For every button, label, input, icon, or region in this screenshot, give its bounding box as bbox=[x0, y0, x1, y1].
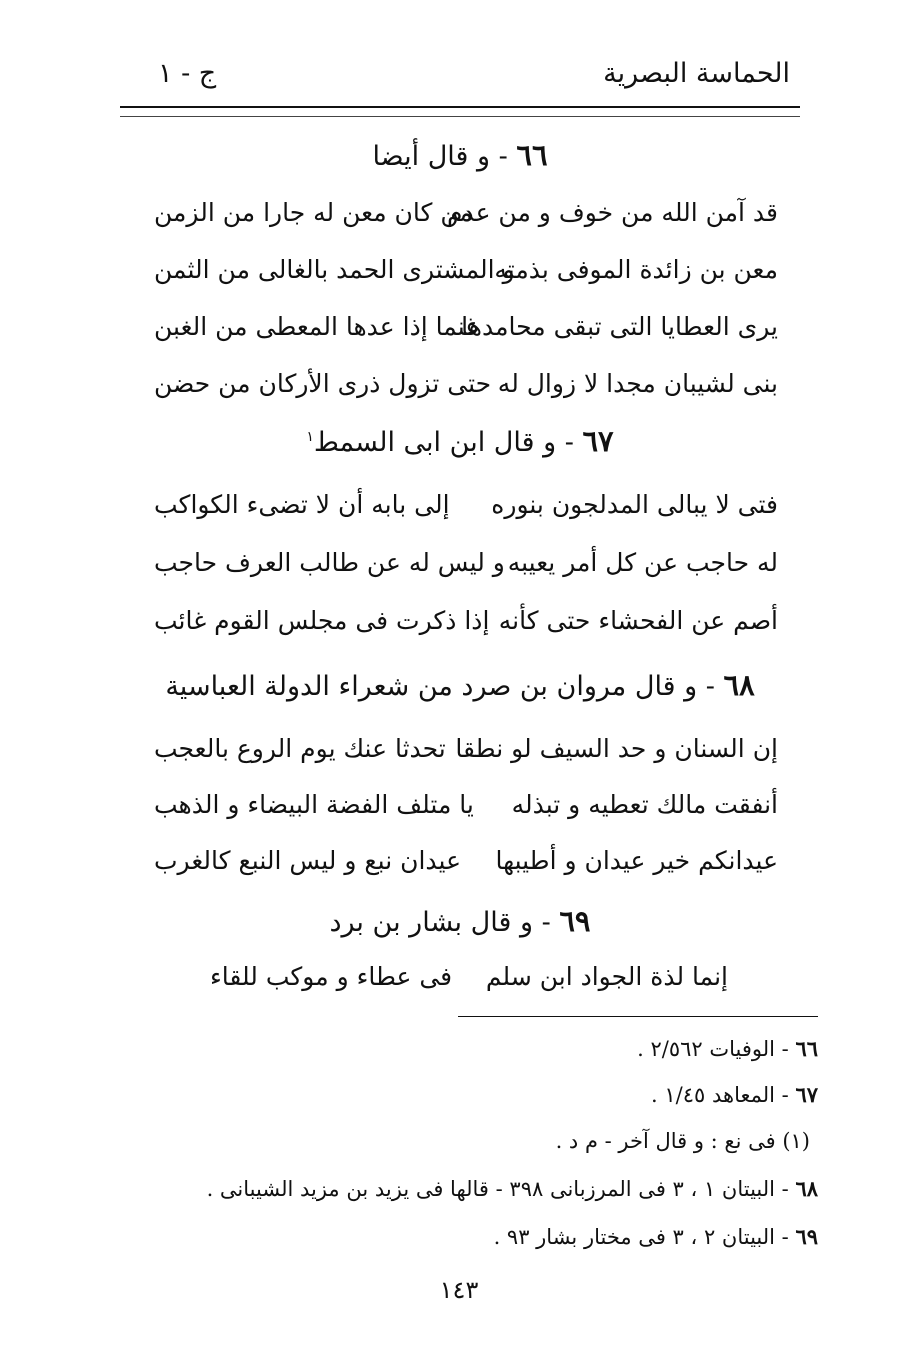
verse-second-hemistich: عيدان نبع و ليس النبع كالغرب bbox=[154, 846, 462, 875]
footnote-66 bbox=[637, 1036, 818, 1061]
verse-67-3 bbox=[140, 606, 800, 650]
footnote-mark: ١ bbox=[306, 429, 314, 445]
poem-title: - و قال مروان بن صرد من شعراء الدولة العباسية bbox=[165, 671, 715, 702]
verse-second-hemistich: من كان معن له جارا من الزمن bbox=[154, 198, 473, 227]
poem-title: - و قال أيضا bbox=[372, 141, 508, 172]
verse-second-hemistich: غنما إذا عدها المعطى من الغبن bbox=[154, 312, 479, 341]
verse-second-hemistich: و ليس له عن طالب العرف حاجب bbox=[154, 548, 505, 577]
running-header-title: الحماسة البصرية bbox=[603, 58, 790, 89]
verse-second-hemistich: يا متلف الفضة البيضاء و الذهب bbox=[154, 790, 474, 819]
verse-first-hemistich: فتى لا يبالى المدلجون بنوره bbox=[491, 490, 778, 519]
poem-heading-67 bbox=[140, 424, 780, 458]
verse-67-1 bbox=[140, 490, 800, 534]
verse-first-hemistich: إن السنان و حد السيف لو نطقا bbox=[455, 734, 778, 763]
verse-first-hemistich: أصم عن الفحشاء حتى كأنه bbox=[498, 606, 778, 635]
verse-66-4 bbox=[140, 369, 800, 413]
header-rule-thick bbox=[120, 106, 800, 108]
footnote-text: - البيتان ٢ ، ٣ فى مختار بشار ٩٣ . bbox=[493, 1225, 789, 1249]
footnote-69 bbox=[494, 1224, 818, 1249]
poem-title: - و قال ابن ابى السمط bbox=[313, 427, 574, 458]
verse-69-1 bbox=[140, 962, 800, 1006]
verse-second-hemistich: حتى تزول ذرى الأركان من حضن bbox=[154, 369, 492, 398]
header-rule-thin bbox=[120, 116, 800, 117]
verse-second-hemistich: فى عطاء و موكب للقاء bbox=[210, 962, 453, 991]
page-number: ١٤٣ bbox=[439, 1276, 479, 1304]
verse-66-3 bbox=[140, 312, 800, 356]
verse-second-hemistich: إذا ذكرت فى مجلس القوم غائب bbox=[154, 606, 490, 635]
poem-heading-66 bbox=[140, 138, 780, 172]
verse-second-hemistich: إلى بابه أن لا تضىء الكواكب bbox=[154, 490, 450, 519]
footnote-67-note bbox=[556, 1128, 810, 1153]
footnote-67 bbox=[651, 1082, 818, 1107]
verse-68-1 bbox=[140, 734, 800, 778]
footnote-text: - الوفيات ٢/٥٦٢ . bbox=[637, 1037, 789, 1061]
footnote-68 bbox=[207, 1176, 818, 1201]
footnote-label: ٦٦ bbox=[795, 1036, 818, 1061]
verse-first-hemistich: قد آمن الله من خوف و من عدم bbox=[446, 198, 778, 227]
footnote-label: ٦٩ bbox=[795, 1224, 818, 1249]
poem-number: ٦٨ bbox=[723, 668, 755, 702]
footnote-label: ٦٧ bbox=[795, 1082, 818, 1107]
footnote-label: ٦٨ bbox=[795, 1176, 818, 1201]
verse-second-hemistich: و المشترى الحمد بالغالى من الثمن bbox=[154, 255, 515, 284]
verse-68-3 bbox=[140, 846, 800, 890]
poem-number: ٦٩ bbox=[559, 904, 591, 938]
verse-first-hemistich: إنما لذة الجواد ابن سلم bbox=[485, 962, 728, 991]
footnote-text: (١) فى نع : و قال آخر - م د . bbox=[555, 1129, 810, 1153]
poem-heading-69 bbox=[140, 904, 780, 938]
verse-first-hemistich: عيدانكم خير عيدان و أطيبها bbox=[495, 846, 778, 875]
verse-second-hemistich: تحدثا عنك يوم الروع بالعجب bbox=[154, 734, 446, 763]
verse-first-hemistich: أنفقت مالك تعطيه و تبذله bbox=[511, 790, 778, 819]
footnote-text: - البيتان ١ ، ٣ فى المرزبانى ٣٩٨ - قالها فى يزيد بن مزيد الشيبانى . bbox=[206, 1177, 789, 1201]
verse-67-2 bbox=[140, 548, 800, 592]
running-header-volume: ج - ١ bbox=[158, 58, 217, 89]
verse-first-hemistich: معن بن زائدة الموفى بذمته bbox=[494, 255, 778, 284]
poem-heading-68 bbox=[140, 668, 780, 702]
verse-68-2 bbox=[140, 790, 800, 834]
poem-number: ٦٧ bbox=[582, 424, 614, 458]
poem-title: - و قال بشار بن برد bbox=[329, 907, 551, 938]
verse-66-1 bbox=[140, 198, 800, 242]
footnote-text: - المعاهد ١/٤٥ . bbox=[651, 1083, 789, 1107]
verse-first-hemistich: بنى لشيبان مجدا لا زوال له bbox=[497, 369, 778, 398]
verse-66-2 bbox=[140, 255, 800, 299]
verse-first-hemistich: يرى العطايا التى تبقى محامدها bbox=[461, 312, 778, 341]
poem-number: ٦٦ bbox=[516, 138, 548, 172]
verse-first-hemistich: له حاجب عن كل أمر يعيبه bbox=[507, 548, 778, 577]
footnote-rule bbox=[458, 1016, 818, 1017]
